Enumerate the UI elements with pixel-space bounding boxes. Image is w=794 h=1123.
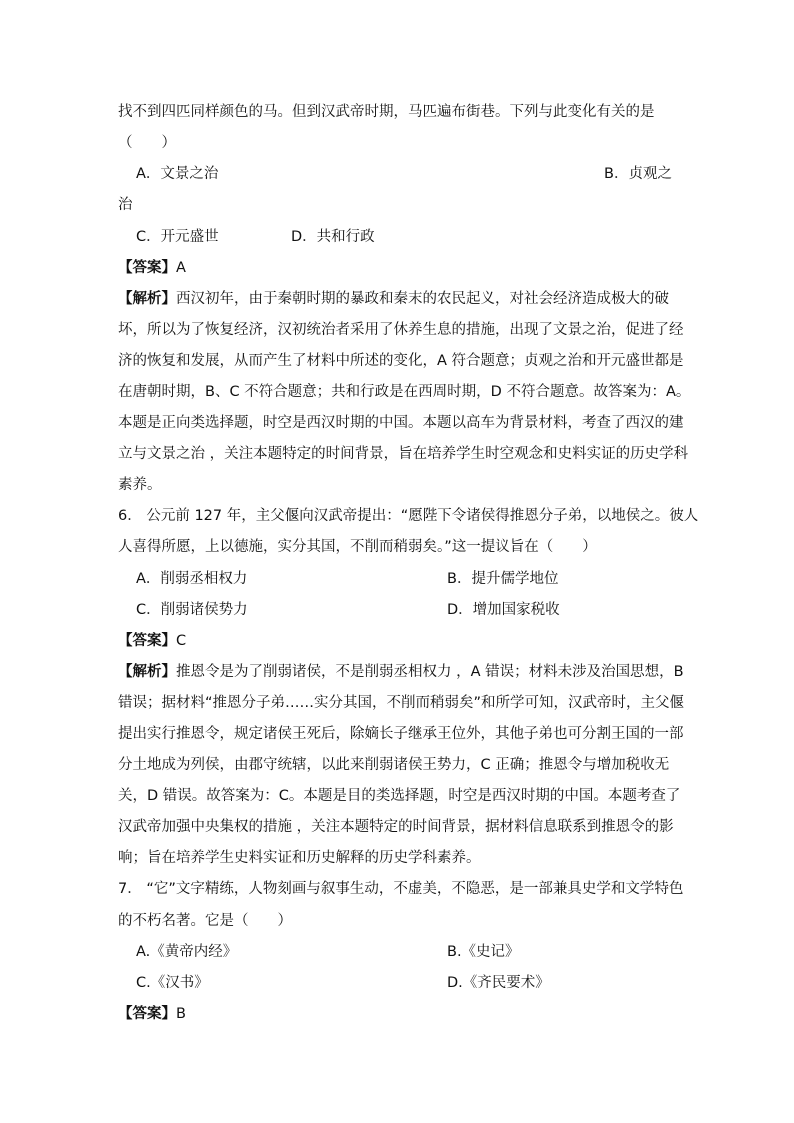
- q7-answer: [118, 1004, 186, 1024]
- q6-analysis-line: 分土地成为列侯，由郡守统辖，以此来削弱诸侯王势力，C 正确；推恩令与增加税收无: [118, 757, 670, 773]
- q7-option-b: B.《史记》: [447, 944, 520, 960]
- q7-option-c: C.《汉书》: [136, 975, 209, 991]
- q6-option-a: A．削弱丞相权力: [136, 571, 248, 587]
- answer-value: A: [176, 260, 186, 276]
- q5-analysis-line: 素养。: [118, 477, 162, 493]
- q6-option-c: C．削弱诸侯势力: [136, 602, 248, 618]
- q5-answer: [118, 258, 186, 278]
- q5-stem-line2: （ ）: [118, 135, 176, 151]
- analysis-text: 西汉初年，由于秦朝时期的暴政和秦末的农民起义，对社会经济造成极大的破: [176, 291, 669, 307]
- analysis-text: 推恩令是为了削弱诸侯，不是削弱丞相权力 ，A 错误；材料未涉及治国思想，B: [176, 664, 684, 680]
- q5-analysis-line: 本题是正向类选择题，时空是西汉时期的中国。本题以高车为背景材料，考查了西汉的建: [118, 415, 684, 431]
- q5-option-d: D．共和行政: [291, 229, 375, 245]
- q6-stem-line2: 人喜得所愿，上以德施，实分其国，不削而稍弱矣。”这一提议旨在（ ）: [118, 539, 597, 555]
- q6-option-d: D．增加国家税收: [447, 602, 560, 618]
- q6-analysis-line: 提出实行推恩令，规定诸侯王死后，除嫡长子继承王位外，其他子弟也可分割王国的一部: [118, 726, 684, 742]
- q5-option-a: A．文景之治: [136, 166, 219, 182]
- answer-value: B: [176, 1006, 186, 1022]
- q7-option-d: D.《齐民要术》: [447, 975, 550, 991]
- answer-label: 【答案】: [118, 1006, 176, 1022]
- answer-label: 【答案】: [118, 260, 176, 276]
- q6-analysis-line: [118, 662, 684, 682]
- q7-stem-line2: 的不朽名著。它是（ ）: [118, 913, 292, 929]
- q5-analysis-line: 坏，所以为了恢复经济，汉初统治者采用了休养生息的措施，出现了文景之治，促进了经: [118, 322, 684, 338]
- q5-option-c: C．开元盛世: [136, 229, 219, 245]
- q5-option-b: B．贞观之: [604, 166, 672, 182]
- q5-analysis-line: 济的恢复和发展，从而产生了材料中所述的变化，A 符合题意；贞观之治和开元盛世都是: [118, 353, 684, 369]
- q6-analysis-line: 关，D 错误。故答案为：C。本题是目的类选择题，时空是西汉时期的中国。本题考查了: [118, 788, 681, 804]
- answer-value: C: [176, 633, 187, 649]
- q5-analysis-line: 立与文景之治 ，关注本题特定的时间背景，旨在培养学生时空观念和史料实证的历史学科: [118, 446, 689, 462]
- q5-analysis-line: 在唐朝时期，B、C 不符合题意；共和行政是在西周时期，D 不符合题意。故答案为：A。: [118, 384, 691, 400]
- answer-label: 【答案】: [118, 633, 176, 649]
- analysis-label: 【解析】: [118, 664, 176, 680]
- q6-option-b: B．提升儒学地位: [447, 571, 559, 587]
- q7-stem-line1: 7． “它”文字精练，人物刻画与叙事生动，不虚美，不隐恶，是一部兼具史学和文学特色: [118, 881, 684, 897]
- q6-analysis-line: 响；旨在培养学生史料实证和历史解释的历史学科素养。: [118, 850, 481, 866]
- q5-analysis-line: [118, 289, 669, 309]
- q7-option-a: A.《黄帝内经》: [136, 944, 238, 960]
- q5-stem-line1: 找不到四匹同样颜色的马。但到汉武帝时期，马匹遍布街巷。下列与此变化有关的是: [118, 104, 655, 120]
- q6-answer: [118, 631, 186, 651]
- q5-option-b-wrap: 治: [118, 197, 133, 213]
- q6-stem-line1: 6． 公元前 127 年，主父偃向汉武帝提出：“愿陛下令诸侯得推恩分子弟，以地侯之。彼人: [118, 508, 699, 524]
- q6-analysis-line: 汉武帝加强中央集权的措施 ，关注本题特定的时间背景，据材料信息联系到推恩令的影: [118, 819, 674, 835]
- analysis-label: 【解析】: [118, 291, 176, 307]
- q6-analysis-line: 错误；据材料“推恩分子弟……实分其国，不削而稍弱矣”和所学可知，汉武帝时，主父偃: [118, 695, 685, 711]
